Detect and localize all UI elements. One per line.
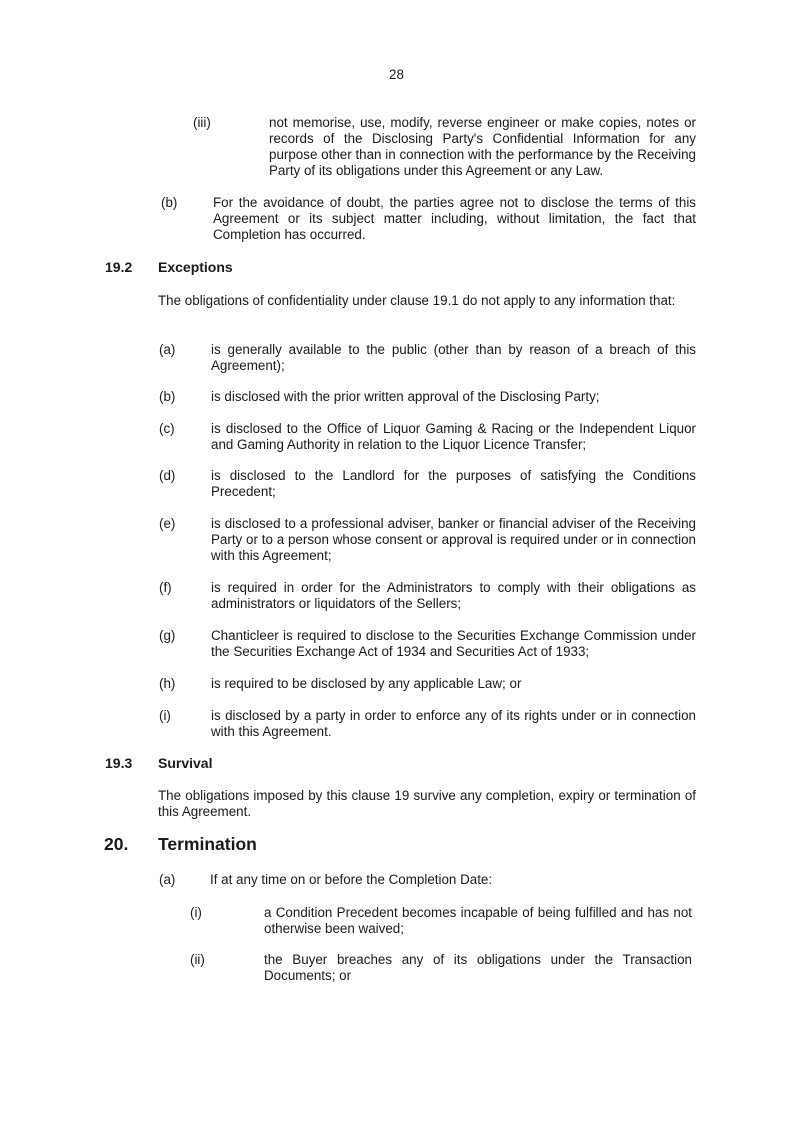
clause-label: (f)	[159, 580, 172, 595]
subclause-label: (ii)	[190, 952, 205, 967]
clause-label: (b)	[159, 389, 176, 404]
clause-label: (d)	[159, 468, 176, 483]
clause-label: (b)	[161, 195, 178, 210]
clause-text: If at any time on or before the Completion Date:	[210, 872, 493, 887]
subclause-text: a Condition Precedent becomes incapable of being fulfilled and has not otherwise been waived;	[264, 905, 692, 936]
section-title: Termination	[158, 834, 257, 854]
section-text: The obligations imposed by this clause 19 survive any completion, expiry or termination of this Agreement.	[158, 788, 696, 819]
subclause-label: (i)	[190, 905, 202, 920]
subclause-text: the Buyer breaches any of its obligations under the Transaction Documents; or	[264, 952, 692, 983]
section-number: 19.2	[105, 259, 133, 275]
section-intro: The obligations of confidentiality under clause 19.1 do not apply to any information that:	[158, 293, 676, 308]
clause-text: is disclosed to the Landlord for the purposes of satisfying the Conditions Precedent;	[211, 468, 696, 499]
clause-text: is disclosed by a party in order to enforce any of its rights under or in connection with this Agreement.	[211, 708, 696, 739]
clause-text: is disclosed to a professional adviser, banker or financial adviser of the Receiving Party or to a person whose consent or approval is required under or in connection with this Agreement;	[211, 516, 696, 563]
clause-label: (a)	[159, 342, 176, 357]
clause-text: not memorise, use, modify, reverse engineer or make copies, notes or records of the Disclosing Party's Confidential Information for any purpose other than in connection with the performance by the Receiving Party of its obligations under this Agreement or any Law.	[269, 115, 696, 178]
clause-text: is generally available to the public (other than by reason of a breach of this Agreement);	[211, 342, 696, 373]
section-title: Survival	[158, 755, 213, 771]
clause-label: (iii)	[193, 115, 211, 130]
clause-text: is disclosed to the Office of Liquor Gaming & Racing or the Independent Liquor and Gaming Authority in relation to the Liquor Licence Transfer;	[211, 421, 696, 452]
clause-text: For the avoidance of doubt, the parties agree not to disclose the terms of this Agreement or its subject matter including, without limitation, the fact that Completion has occurred.	[213, 195, 696, 242]
clause-label: (h)	[159, 676, 176, 691]
clause-label: (a)	[159, 872, 176, 887]
section-title: Exceptions	[158, 259, 233, 275]
page-number: 28	[389, 67, 404, 82]
clause-text: Chanticleer is required to disclose to the Securities Exchange Commission under the Securities Exchange Act of 1934 and Securities Act of 1933;	[211, 628, 696, 659]
clause-text: is required in order for the Administrators to comply with their obligations as administrators or liquidators of the Sellers;	[211, 580, 696, 611]
clause-text: is disclosed with the prior written approval of the Disclosing Party;	[211, 389, 600, 404]
clause-label: (g)	[159, 628, 176, 643]
clause-label: (c)	[159, 421, 175, 436]
section-number: 20.	[104, 834, 129, 854]
clause-label: (e)	[159, 516, 176, 531]
section-number: 19.3	[105, 755, 133, 771]
clause-text: is required to be disclosed by any applicable Law; or	[211, 676, 522, 691]
clause-label: (i)	[159, 708, 171, 723]
